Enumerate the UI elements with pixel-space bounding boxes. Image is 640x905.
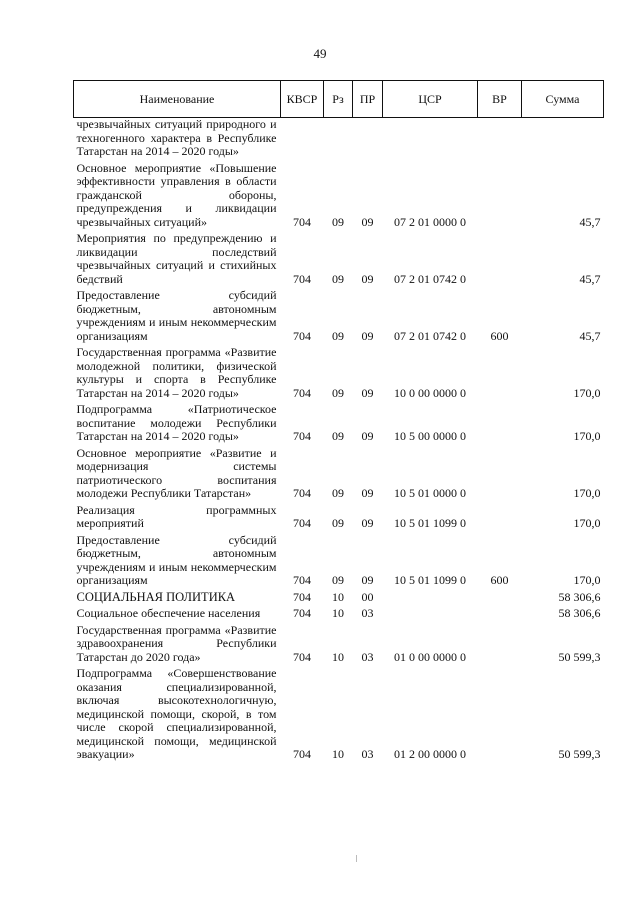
cell-name: Предоставление субсидий бюджетным, автономным учреждениям и иным некоммерческим организациям bbox=[76, 288, 277, 343]
budget-table bbox=[73, 80, 604, 764]
cell-pr: 09 bbox=[361, 573, 374, 587]
cell-csr: 01 2 00 0000 0 bbox=[394, 747, 466, 761]
cell-vr bbox=[478, 666, 522, 764]
cell-name: Основное мероприятие «Повышение эффективности управления в области гражданской обороны, предупреждения и ликвидации чрезвычайных ситуаций» bbox=[76, 160, 277, 229]
cell-name: чрезвычайных ситуаций природного и техногенного характера в Республике Татарстан на 2014 – 2020 годы» bbox=[76, 117, 277, 158]
table-header-row bbox=[74, 81, 604, 118]
cell-rz: 09 bbox=[332, 516, 344, 530]
cell-vr bbox=[478, 590, 522, 607]
cell-kvsr: 704 bbox=[293, 271, 311, 286]
header-kvsr: КВСР bbox=[281, 81, 324, 118]
cell-kvsr: 704 bbox=[293, 606, 311, 620]
table-row bbox=[74, 606, 604, 623]
cell-name: Государственная программа «Развитие здравоохранения Республики Татарстан до 2020 года» bbox=[76, 622, 277, 664]
table-row bbox=[74, 161, 604, 232]
cell-name: СОЦИАЛЬНАЯ ПОЛИТИКА bbox=[76, 589, 236, 604]
cell-pr: 03 bbox=[361, 606, 374, 620]
cell-csr bbox=[383, 118, 478, 161]
cell-rz: 09 bbox=[332, 573, 344, 587]
cell-csr bbox=[383, 590, 478, 607]
cell-vr bbox=[478, 231, 522, 288]
cell-name: Предоставление субсидий бюджетным, автономным учреждениям и иным некоммерческим организациям bbox=[76, 532, 277, 587]
cell-rz: 09 bbox=[332, 429, 344, 443]
cell-pr: 09 bbox=[361, 328, 374, 343]
cell-kvsr: 704 bbox=[293, 214, 311, 229]
cell-vr: 600 bbox=[490, 328, 509, 343]
cell-rz: 10 bbox=[332, 747, 344, 761]
cell-sum bbox=[522, 118, 604, 161]
table-row bbox=[74, 623, 604, 667]
cell-csr: 01 0 00 0000 0 bbox=[394, 649, 466, 664]
cell-sum: 170,0 bbox=[573, 573, 601, 587]
cell-csr: 07 2 01 0000 0 bbox=[394, 214, 466, 229]
cell-sum: 170,0 bbox=[573, 385, 601, 400]
cell-rz bbox=[324, 118, 353, 161]
cell-rz: 09 bbox=[332, 214, 344, 229]
scan-mark bbox=[356, 855, 357, 862]
cell-vr bbox=[478, 118, 522, 161]
table-row bbox=[74, 288, 604, 345]
cell-pr: 09 bbox=[361, 214, 374, 229]
header-vr: ВР bbox=[478, 81, 522, 118]
table-row bbox=[74, 402, 604, 446]
cell-rz: 09 bbox=[332, 385, 344, 400]
cell-sum: 50 599,3 bbox=[558, 747, 601, 761]
cell-vr bbox=[478, 345, 522, 402]
table-row bbox=[74, 503, 604, 533]
table-row bbox=[74, 533, 604, 590]
cell-vr bbox=[478, 161, 522, 232]
page-number: 49 bbox=[313, 46, 327, 61]
cell-pr: 00 bbox=[361, 589, 374, 604]
cell-vr: 600 bbox=[490, 573, 509, 587]
cell-name: Социальное обеспечение населения bbox=[76, 606, 261, 620]
cell-csr: 10 5 01 1099 0 bbox=[394, 573, 466, 587]
cell-kvsr: 704 bbox=[293, 429, 311, 443]
header-pr: ПР bbox=[353, 81, 383, 118]
cell-vr bbox=[478, 503, 522, 533]
cell-kvsr: 704 bbox=[293, 385, 311, 400]
cell-pr: 09 bbox=[361, 271, 374, 286]
header-rz: Рз bbox=[324, 81, 353, 118]
table-row bbox=[74, 590, 604, 607]
cell-pr: 03 bbox=[361, 649, 374, 664]
cell-sum: 170,0 bbox=[573, 429, 601, 443]
cell-rz: 09 bbox=[332, 271, 344, 286]
header-csr: ЦСР bbox=[383, 81, 478, 118]
cell-pr: 09 bbox=[361, 516, 374, 530]
cell-csr: 07 2 01 0742 0 bbox=[394, 328, 466, 343]
cell-csr: 10 5 00 0000 0 bbox=[394, 429, 466, 443]
cell-sum: 50 599,3 bbox=[558, 649, 601, 664]
cell-kvsr: 704 bbox=[293, 328, 311, 343]
cell-pr: 09 bbox=[361, 429, 374, 443]
table-body bbox=[74, 118, 604, 764]
cell-sum: 45,7 bbox=[579, 214, 601, 229]
cell-kvsr bbox=[281, 118, 324, 161]
cell-pr: 09 bbox=[361, 486, 374, 500]
header-sum: Сумма bbox=[522, 81, 604, 118]
cell-sum: 170,0 bbox=[573, 516, 601, 530]
cell-csr bbox=[383, 606, 478, 623]
cell-pr: 03 bbox=[361, 747, 374, 761]
cell-kvsr: 704 bbox=[293, 573, 311, 587]
cell-kvsr: 704 bbox=[293, 649, 311, 664]
cell-vr bbox=[478, 402, 522, 446]
cell-csr: 10 5 01 1099 0 bbox=[394, 516, 466, 530]
cell-csr: 10 0 00 0000 0 bbox=[394, 385, 466, 400]
cell-rz: 09 bbox=[332, 486, 344, 500]
cell-vr bbox=[478, 606, 522, 623]
cell-pr bbox=[353, 118, 383, 161]
cell-rz: 10 bbox=[332, 606, 344, 620]
cell-csr: 10 5 01 0000 0 bbox=[394, 486, 466, 500]
table-row bbox=[74, 118, 604, 161]
cell-sum: 58 306,6 bbox=[558, 606, 601, 620]
cell-name: Государственная программа «Развитие молодежной политики, физической культуры и спорта в Республике Татарстан на 2014 – 2020 годы» bbox=[76, 345, 277, 400]
cell-name: Основное мероприятие «Развитие и модернизация системы патриотического воспитания молодежи Республики Татарстан» bbox=[76, 445, 277, 500]
cell-vr bbox=[478, 446, 522, 503]
cell-sum: 58 306,6 bbox=[558, 589, 601, 604]
cell-kvsr: 704 bbox=[293, 589, 311, 604]
cell-vr bbox=[478, 623, 522, 667]
cell-rz: 10 bbox=[332, 589, 344, 604]
cell-rz: 10 bbox=[332, 649, 344, 664]
cell-rz: 09 bbox=[332, 328, 344, 343]
cell-sum: 170,0 bbox=[573, 486, 601, 500]
cell-csr: 07 2 01 0742 0 bbox=[394, 271, 466, 286]
cell-name: Подпрограмма «Патриотическое воспитание молодежи Республики Татарстан на 2014 – 2020 годы» bbox=[76, 402, 277, 443]
cell-pr: 09 bbox=[361, 385, 374, 400]
cell-name: Подпрограмма «Совершенствование оказания специализированной, включая высокотехнологичную, медицинской помощи, скорой, в том числе скорой специализированной, медицинской помощи, медицинской эвакуации» bbox=[76, 666, 277, 761]
cell-kvsr: 704 bbox=[293, 747, 311, 761]
cell-sum: 45,7 bbox=[579, 271, 601, 286]
header-name: Наименование bbox=[74, 81, 281, 118]
table-row bbox=[74, 345, 604, 402]
table-row bbox=[74, 446, 604, 503]
cell-name: Мероприятия по предупреждению и ликвидации последствий чрезвычайных ситуаций и стихийных бедствий bbox=[76, 231, 277, 286]
cell-sum: 45,7 bbox=[579, 328, 601, 343]
cell-kvsr: 704 bbox=[293, 486, 311, 500]
table-row bbox=[74, 231, 604, 288]
cell-name: Реализация программных мероприятий bbox=[76, 502, 277, 530]
table-row bbox=[74, 666, 604, 764]
cell-kvsr: 704 bbox=[293, 516, 311, 530]
